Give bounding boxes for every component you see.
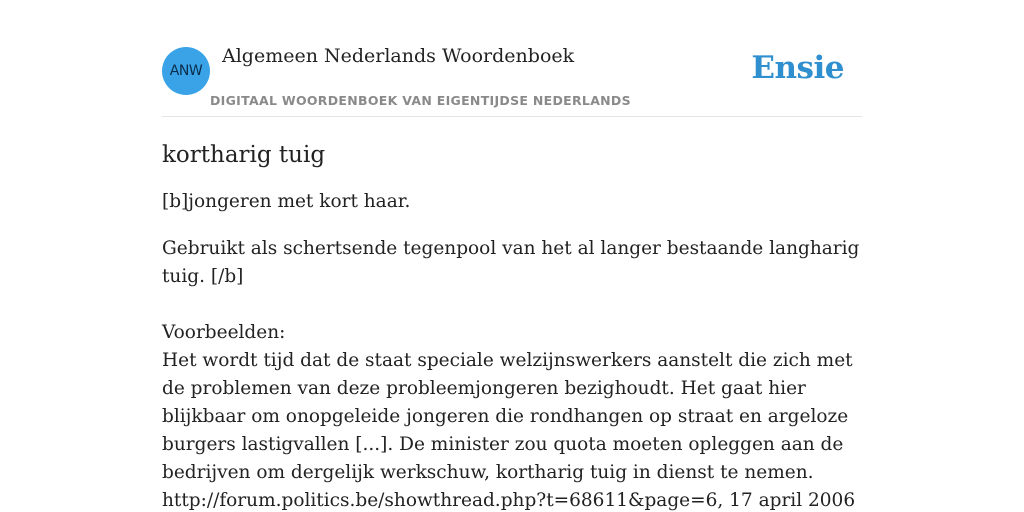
site-title[interactable]: Algemeen Nederlands Woordenboek	[222, 45, 575, 67]
ensie-brand-logo[interactable]: Ensie	[751, 50, 844, 86]
site-header	[162, 0, 862, 117]
entry-content	[162, 140, 862, 512]
entry-headword: kortharig tuig	[162, 142, 326, 168]
site-subtitle: DIGITAAL WOORDENBOEK VAN EIGENTIJDSE NEDERLANDS	[210, 93, 631, 108]
entry-definition: [b]jongeren met kort haar.	[162, 191, 411, 212]
entry-usage: Gebruikt als schertsende tegenpool van het al langer bestaande langharig tuig. [/b] Voorbeelden: Het wordt tijd dat de staat speciale welzijnswerkers aanstelt die zich met de problemen van deze probleemjongeren bezighoudt. Het gaat hier blijkbaar om onopgeleide jongeren die rondhangen op straat en argeloze burgers lastigvallen [...]. De minister zou quota moeten opleggen aan de bedrijven om dergelijk werkschuw, kortharig tuig in dienst te nemen. http://forum.politics.be/showthread.php?t=68611&page=6, 17 april 2006	[162, 238, 860, 511]
anw-logo[interactable]: ANW	[162, 47, 210, 95]
